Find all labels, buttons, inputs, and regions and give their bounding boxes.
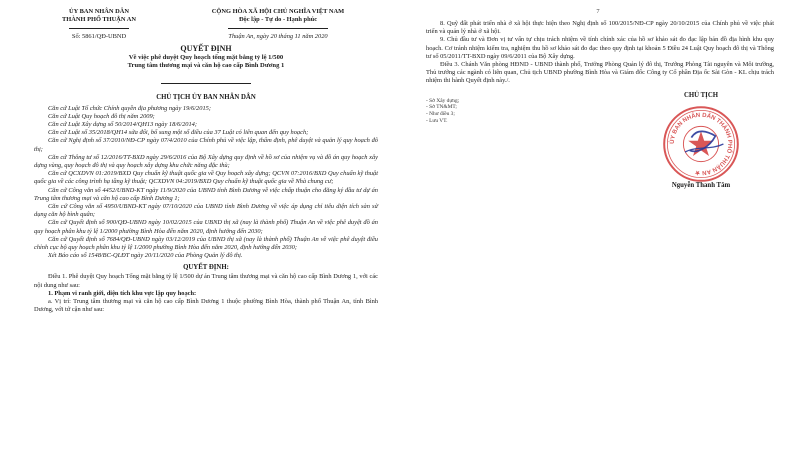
legal-basis: Căn cứ Quyết định số 7684/QĐ-UBND ngày 03/12/2019 của UBND thị xã (nay là thành phố) Thuận An về việc phê duyệt điều chỉnh cục bộ quy hoạch phân khu tỷ lệ 1/2000 phường Bình Hòa đến năm 2020, định hướng đến 2030; xyxy=(34,235,378,252)
recipients-list xyxy=(426,98,459,125)
org-line-2: THÀNH PHỐ THUẬN AN xyxy=(62,16,136,24)
signer-name: Nguyễn Thanh Tâm xyxy=(671,181,731,189)
legal-basis: Căn cứ QCXDVN 01:2019/BXD Quy chuẩn kỹ thuật quốc gia về Quy hoạch xây dựng; QCVN 07:2016/BXD Quy chuẩn kỹ thuật quốc gia về các công trình hạ tầng kỹ thuật; QCXDVN 04:2019/BXD Quy chuẩn kỹ thuật quốc gia về Nhà chung cư; xyxy=(34,170,378,186)
legal-basis: Căn cứ Nghị định số 37/2010/NĐ-CP ngày 07/4/2010 của Chính phủ về việc lập, thẩm định, phê duyệt và quản lý quy hoạch đô thị; xyxy=(34,137,378,153)
recipient: - Lưu VT. xyxy=(426,118,448,125)
legal-basis: Căn cứ Thông tư số 12/2016/TT-BXD ngày 29/6/2016 của Bộ Xây dựng quy định về hồ sơ của nhiệm vụ và đồ án quy hoạch xây dựng vùng, quy hoạch đô thị và quy hoạch xây dựng khu chức năng đặc thù; xyxy=(34,153,378,170)
document-title: QUYẾT ĐỊNH xyxy=(180,43,232,53)
legal-basis: Căn cứ Luật số 35/2018/QH14 sửa đổi, bổ sung một số điều của 37 Luật có liên quan đến quy hoạch; xyxy=(48,129,309,137)
recipient: - Sở Xây dựng; xyxy=(426,97,460,104)
article-3: Điều 3. Chánh Văn phòng HĐND - UBND thành phố, Trưởng Phòng Quản lý đô thị, Trưởng Phòng Tài nguyên và Môi trường, Thủ trưởng các ngành có liên quan, Chủ tịch UBND phường Bình Hòa và Giám đốc Công ty Cổ phần Địa ốc Sài Gòn - KL chịu trách nhiệm thi hành Quyết định này./. xyxy=(426,61,774,85)
signature-area xyxy=(426,92,774,202)
document-subtitle-2: Trung tâm thương mại và căn hộ cao cấp Bình Dương 1 xyxy=(127,62,285,70)
authority-heading: CHỦ TỊCH ỦY BAN NHÂN DÂN xyxy=(156,93,256,101)
legal-bases xyxy=(34,105,378,261)
nation-line-2: Độc lập - Tự do - Hạnh phúc xyxy=(238,16,318,24)
header xyxy=(34,8,378,41)
signature-block xyxy=(631,91,771,189)
article-1: Điều 1. Phê duyệt Quy hoạch Tổng mặt bằng tỷ lệ 1/500 dự án Trung tâm thương mại và căn hộ cao cấp Bình Dương 1, với các nội dung như sau: xyxy=(34,273,378,289)
legal-basis: Căn cứ Công văn số 4950/UBND-KT ngày 07/10/2020 của UBND tỉnh Bình Dương về việc áp dụng chỉ tiêu diện tích sàn sử dụng căn hộ bình quân; xyxy=(34,203,378,219)
signer-title: CHỦ TỊCH xyxy=(683,91,719,99)
section-1-heading: 1. Phạm vi ranh giới, diện tích khu vực lập quy hoạch: xyxy=(48,289,197,297)
national-header xyxy=(178,8,378,41)
legal-basis: Căn cứ Quyết định số 900/QĐ-UBND ngày 10/02/2015 của UBND thị xã (nay là thành phố) Thuận An về việc phê duyệt đồ án quy hoạch phân khu tỷ lệ 1/2000 phường Bình Hòa đến năm 2020, định hướng đến 2030; xyxy=(34,219,378,235)
item-a: a. Vị trí: Trung tâm thương mại và căn hộ cao cấp Bình Dương 1 thuộc phường Bình Hòa, thành phố Thuận An, tỉnh Bình Dương, với tứ cận như sau: xyxy=(34,298,378,314)
org-line-1: ỦY BAN NHÂN DÂN xyxy=(69,8,129,15)
recipient: - Như điều 3; xyxy=(426,111,455,118)
document-page-left xyxy=(20,0,392,450)
issue-date: Thuận An, ngày 20 tháng 11 năm 2020 xyxy=(228,32,328,40)
legal-basis: Căn cứ Luật Quy hoạch đô thị năm 2009; xyxy=(48,112,155,120)
document-subtitle-1: Về việc phê duyệt Quy hoạch tổng mặt bằng tỷ lệ 1/500 xyxy=(128,53,284,61)
decision-heading: QUYẾT ĐỊNH: xyxy=(183,264,229,272)
nation-line-1: CỘNG HÒA XÃ HỘI CHỦ NGHĨA VIỆT NAM xyxy=(211,8,345,15)
document-number: Số: 5861/QĐ-UBND xyxy=(71,32,127,40)
item-9: 9. Chủ đầu tư và Đơn vị tư vấn tự chịu trách nhiệm về tính chính xác của hồ sơ khảo sát đo đạc lập bản đồ địa hình khu quy hoạch. Cơ tránh nhiệm kiểm tra, nghiệm thu hồ sơ khảo sát đo đạc theo quy định tại khoản 5 Điều 24 Luật Quy hoạch đô thị và Thông tư số 05/2011/TT-BXD ngày 09/6/2011 của Bộ Xây dựng. xyxy=(426,36,774,60)
legal-basis: Căn cứ Luật Tổ chức Chính quyền địa phương ngày 19/6/2015; xyxy=(48,104,211,112)
document-page-right xyxy=(412,0,784,450)
page-number: 7 xyxy=(596,8,600,15)
item-8: 8. Quỹ đất phát triển nhà ở xã hội thực hiện theo Nghị định số 100/2015/NĐ-CP ngày 20/10/2015 của Chính phủ về việc phát triển và quản lý nhà ở xã hội. xyxy=(426,20,774,36)
legal-basis: Căn cứ Công văn số 4452/UBND-KT ngày 11/9/2020 của UBND tỉnh Bình Dương về việc chấp thuận cho đăng ký đầu tư dự án Trung tâm thương mại và căn hộ cao cấp Bình Dương 1; xyxy=(34,186,378,202)
legal-basis: Xét Báo cáo số 1548/BC-QLĐT ngày 20/11/2020 của Phòng Quản lý đô thị. xyxy=(48,252,243,260)
official-seal-icon xyxy=(661,104,741,184)
svg-text:ỦY BAN NHÂN DÂN THÀNH PHỐ THUẬ: ỦY BAN NHÂN DÂN THÀNH PHỐ THUẬN AN ★ xyxy=(669,112,733,175)
legal-basis: Căn cứ Luật Xây dựng số 50/2014/QH13 ngày 18/6/2014; xyxy=(48,121,197,129)
issuing-authority xyxy=(34,8,164,41)
recipient: - Sở TN&MT; xyxy=(426,104,457,111)
